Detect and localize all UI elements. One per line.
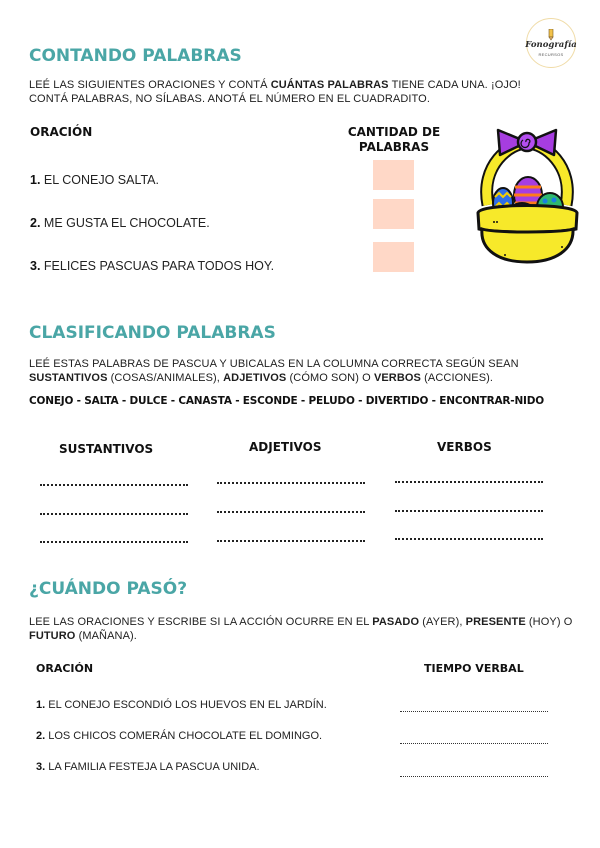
sentence-row xyxy=(30,259,274,273)
tense-answer-line-3[interactable] xyxy=(400,776,548,777)
sentence-text: FELICES PASCUAS PARA TODOS HOY. xyxy=(40,259,275,273)
instruction-text: TIENE CADA UNA. ¡OJO! CONTÁ PALABRAS, NO SÍLABAS. ANOTÁ EL NÚMERO EN EL CUADRADITO. xyxy=(29,79,521,105)
answer-line-verbos-3[interactable] xyxy=(395,538,543,540)
column-header-verbos: VERBOS xyxy=(437,440,492,454)
answer-line-verbos-2[interactable] xyxy=(395,510,543,512)
brand-logo xyxy=(526,18,576,68)
column-header-oracion-2: ORACIÓN xyxy=(36,662,94,675)
column-header-sustantivos: SUSTANTIVOS xyxy=(59,442,154,456)
section3-instructions xyxy=(29,615,579,643)
column-header-line: CANTIDAD DE xyxy=(347,125,441,139)
easter-basket-illustration xyxy=(470,125,585,265)
sentence-number: 3. xyxy=(36,761,46,773)
word-count-answer-box-2[interactable] xyxy=(373,199,414,229)
column-header-line: PALABRAS xyxy=(358,140,430,154)
sentence-text: LOS CHICOS COMERÁN CHOCOLATE EL DOMINGO. xyxy=(45,730,323,742)
instruction-emphasis: ADJETIVOS xyxy=(223,372,287,384)
answer-line-sustantivos-2[interactable] xyxy=(40,513,188,515)
section-title-contando-palabras: CONTANDO PALABRAS xyxy=(29,46,242,66)
instruction-emphasis: CUÁNTAS PALABRAS xyxy=(270,79,389,91)
tense-sentence-row xyxy=(36,699,327,711)
instruction-text: (AYER), xyxy=(419,616,466,628)
tense-answer-line-1[interactable] xyxy=(400,711,548,712)
instruction-text: (MAÑANA). xyxy=(75,630,137,642)
instruction-emphasis: VERBOS xyxy=(373,372,421,384)
sentence-row xyxy=(30,173,159,187)
instruction-emphasis: FUTURO xyxy=(29,630,76,642)
answer-line-sustantivos-1[interactable] xyxy=(40,484,188,486)
sentence-text: ME GUSTA EL CHOCOLATE. xyxy=(40,216,210,230)
instruction-text: LEÉ LAS SIGUIENTES ORACIONES Y CONTÁ xyxy=(29,79,271,91)
sentence-number: 3. xyxy=(30,259,41,273)
tense-answer-line-2[interactable] xyxy=(400,743,548,744)
tense-sentence-row xyxy=(36,730,322,742)
sentence-number: 1. xyxy=(36,699,46,711)
word-count-answer-box-3[interactable] xyxy=(373,242,414,272)
sentence-row xyxy=(30,216,210,230)
logo-subtitle: RECURSOS xyxy=(538,52,564,57)
sentence-number: 2. xyxy=(30,216,41,230)
column-header-adjetivos: ADJETIVOS xyxy=(249,440,322,454)
sentence-text: LA FAMILIA FESTEJA LA PASCUA UNIDA. xyxy=(45,761,260,773)
tense-sentence-row xyxy=(36,761,260,773)
section-title-cuando-paso: ¿CUÁNDO PASÓ? xyxy=(29,579,188,599)
section2-instructions xyxy=(29,357,579,385)
section-title-clasificando-palabras: CLASIFICANDO PALABRAS xyxy=(29,323,276,343)
sentence-number: 1. xyxy=(30,173,41,187)
instruction-emphasis: PASADO xyxy=(372,616,420,628)
instruction-text: LEÉ ESTAS PALABRAS DE PASCUA Y UBICALAS EN LA COLUMNA CORRECTA SEGÚN SEAN xyxy=(29,358,519,370)
instruction-emphasis: SUSTANTIVOS xyxy=(29,372,108,384)
column-header-tiempo-verbal: TIEMPO VERBAL xyxy=(424,662,524,675)
logo-title: Fonografía xyxy=(525,40,577,50)
word-count-answer-box-1[interactable] xyxy=(373,160,414,190)
answer-line-adjetivos-2[interactable] xyxy=(217,511,365,513)
instruction-text: LEE LAS ORACIONES Y ESCRIBE SI LA ACCIÓN OCURRE EN EL xyxy=(29,616,373,628)
answer-line-adjetivos-3[interactable] xyxy=(217,540,365,542)
section1-instructions xyxy=(29,78,559,106)
column-header-cantidad xyxy=(340,125,448,155)
sentence-number: 2. xyxy=(36,730,46,742)
answer-line-sustantivos-3[interactable] xyxy=(40,541,188,543)
answer-line-adjetivos-1[interactable] xyxy=(217,482,365,484)
answer-line-verbos-1[interactable] xyxy=(395,481,543,483)
instruction-text: (COSAS/ANIMALES), xyxy=(107,372,224,384)
column-header-oracion: ORACIÓN xyxy=(30,125,93,139)
sentence-text: EL CONEJO ESCONDIÓ LOS HUEVOS EN EL JARDÍN. xyxy=(45,699,327,711)
instruction-text: (ACCIONES). xyxy=(421,372,494,384)
instruction-emphasis: PRESENTE xyxy=(465,616,526,628)
word-bank: CONEJO - SALTA - DULCE - CANASTA - ESCONDE - PELUDO - DIVERTIDO - ENCONTRAR-NIDO xyxy=(29,395,544,407)
instruction-text: (HOY) O xyxy=(525,616,573,628)
instruction-text: (CÓMO SON) O xyxy=(286,372,374,384)
easter-basket-icon xyxy=(470,125,585,265)
sentence-text: EL CONEJO SALTA. xyxy=(40,173,159,187)
